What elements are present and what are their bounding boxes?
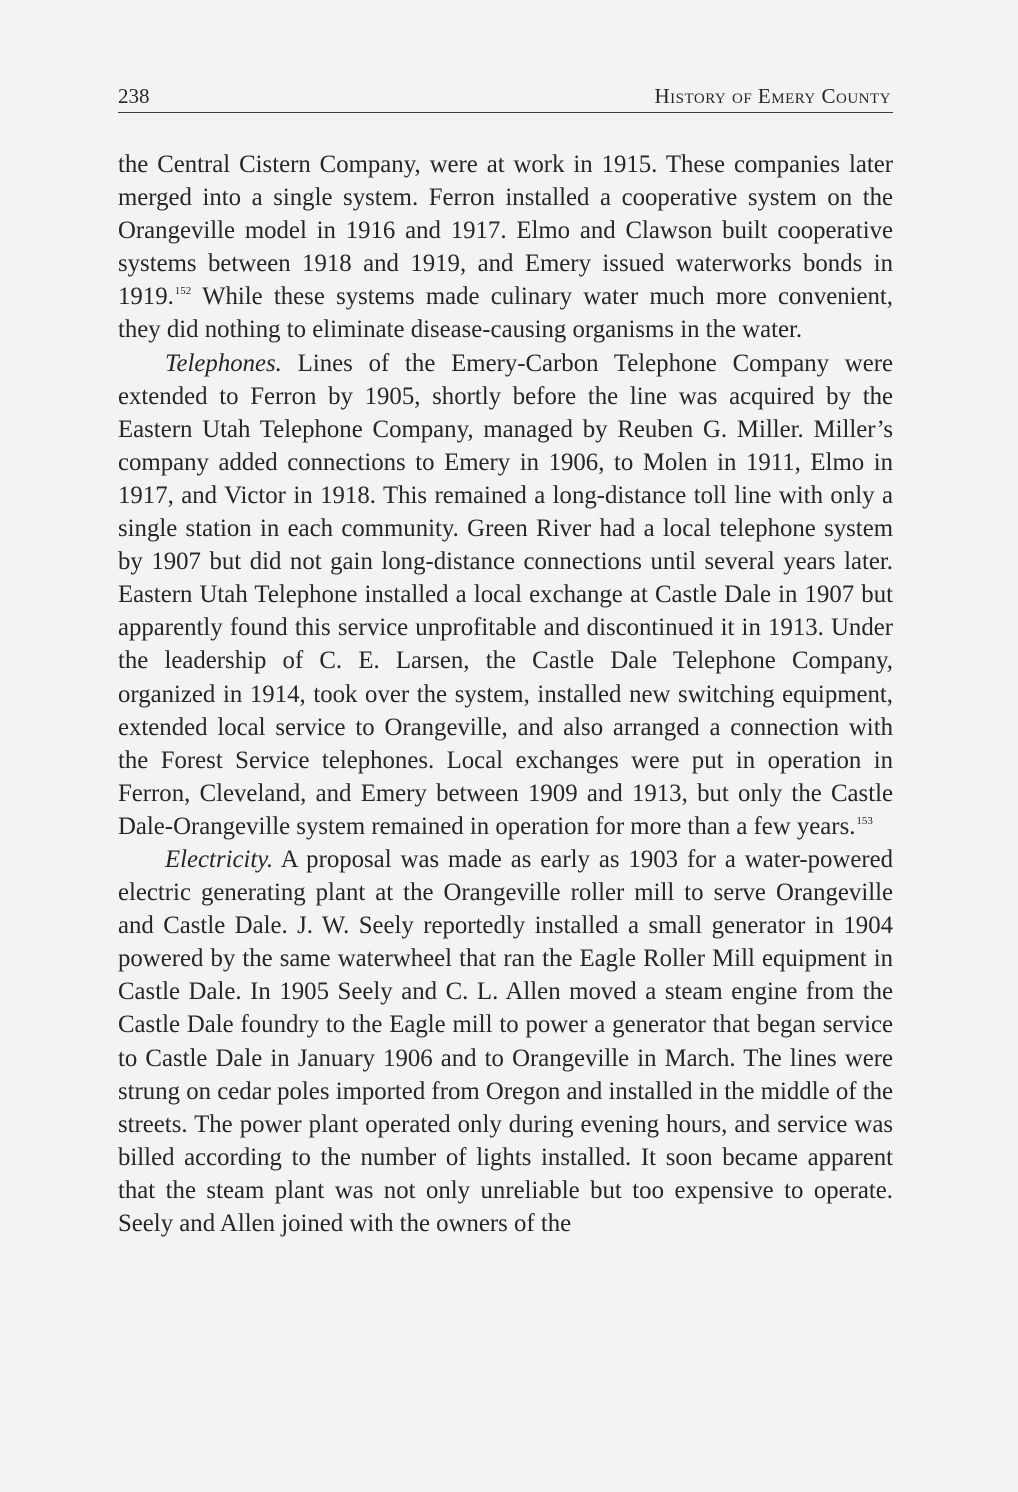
paragraph-text: the Central Cistern Company, were at work in 1915. These companies later merged into a single system. Ferron installed a cooperative system on the Orangeville model in 1916 and 1917. Elmo and Clawson built cooperative systems between 1918 and 1919, and Emery issued waterworks bonds in 1919.: [118, 151, 893, 311]
running-head-title: History of Emery County: [654, 84, 891, 108]
body-text: [118, 148, 893, 1240]
run-in-heading: Telephones.: [165, 349, 282, 377]
paragraph-telephones: [118, 347, 893, 843]
paragraph-electricity: [118, 843, 893, 1240]
paragraph-water-systems: [118, 148, 893, 347]
run-in-heading: Electricity.: [165, 845, 274, 873]
book-page: [118, 0, 893, 1492]
footnote-marker: 152: [174, 285, 192, 298]
paragraph-text: Lines of the Emery-Carbon Telephone Company were extended to Ferron by 1905, shortly before the line was acquired by the Eastern Utah Telephone Company, managed by Reuben G. Miller. Miller’s company added connections to Emery in 1906, to Molen in 1911, Elmo in 1917, and Victor in 1918. This remained a long-distance toll line with only a single station in each community. Green River had a local telephone system by 1907 but did not gain long-distance connections until several years later. Eastern Utah Telephone installed a local exchange at Castle Dale in 1907 but apparently found this service unprofitable and discontinued it in 1913. Under the leadership of C. E. Larsen, the Castle Dale Telephone Company, organized in 1914, took over the system, installed new switching equipment, extended local service to Orangeville, and also arranged a connection with the Forest Service telephones. Local exchanges were put in operation in Ferron, Cleveland, and Emery between 1909 and 1913, but only the Castle Dale-Orangeville system remained in operation for more than a few years.: [118, 349, 893, 840]
paragraph-text: While these systems made culinary water much more convenient, they did nothing to eliminate disease-causing organisms in the water.: [118, 283, 893, 344]
paragraph-text: A proposal was made as early as 1903 for a water-powered electric generating plant at the Orangeville roller mill to serve Orangeville and Castle Dale. J. W. Seely reportedly installed a small generator in 1904 powered by the same waterwheel that ran the Eagle Roller Mill equipment in Castle Dale. In 1905 Seely and C. L. Allen moved a steam engine from the Castle Dale foundry to the Eagle mill to power a generator that began service to Castle Dale in January 1906 and to Orangeville in March. The lines were strung on cedar poles imported from Oregon and installed in the middle of the streets. The power plant operated only during evening hours, and service was billed according to the number of lights installed. It soon became apparent that the steam plant was not only unreliable but too expensive to operate. Seely and Allen joined with the owners of the: [118, 845, 893, 1237]
page-number: 238: [118, 84, 150, 108]
footnote-marker: 153: [856, 814, 873, 827]
running-head: [118, 82, 893, 113]
